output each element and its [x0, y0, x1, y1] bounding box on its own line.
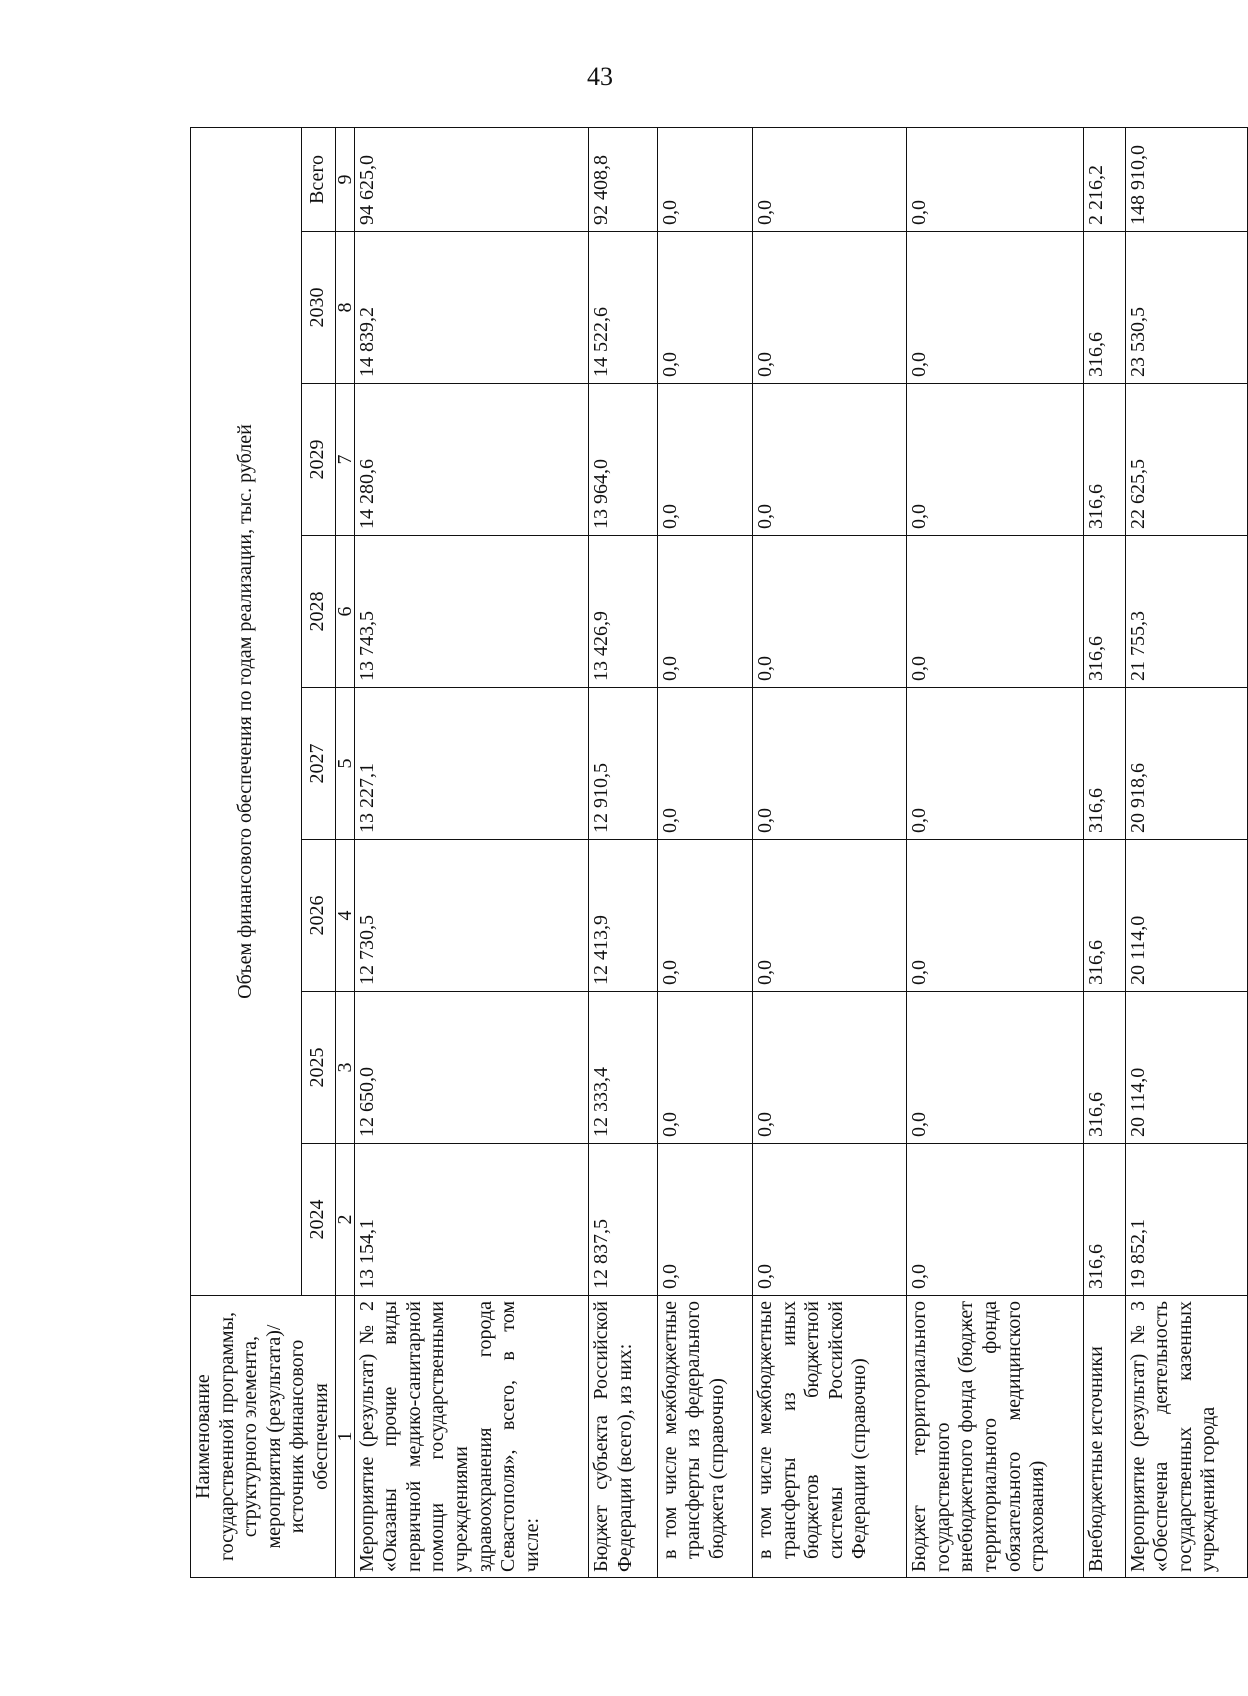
row-value: 12 413,9 — [589, 840, 658, 992]
row-name: в том числе межбюджетные трансферты из иных бюджетов бюджетной системы Российской Федерации (справочно) — [753, 1296, 907, 1578]
column-number-row — [335, 127, 354, 1577]
row-value: 0,0 — [907, 384, 1084, 536]
year-header: 2030 — [302, 232, 336, 384]
column-number: 4 — [335, 840, 354, 992]
row-value: 13 227,1 — [354, 688, 589, 840]
row-value: 0,0 — [907, 840, 1084, 992]
row-value: 0,0 — [753, 992, 907, 1144]
row-value: 316,6 — [1084, 384, 1126, 536]
row-total: 94 625,0 — [354, 127, 589, 231]
row-value: 0,0 — [753, 688, 907, 840]
row-value: 20 918,6 — [1125, 688, 1247, 840]
row-value: 0,0 — [657, 840, 752, 992]
row-value: 14 522,6 — [589, 232, 658, 384]
row-name: Бюджет территориального государственного внебюджетного фонда (бюджет территориального фонда обязательного медицинского страхования) — [907, 1296, 1084, 1578]
row-name: Внебюджетные источники — [1084, 1296, 1126, 1578]
row-value: 12 730,5 — [354, 840, 589, 992]
total-header: Всего — [302, 127, 336, 231]
volume-header: Объем финансового обеспечения по годам реализации, тыс. рублей — [191, 127, 302, 1295]
year-header: 2029 — [302, 384, 336, 536]
financing-table — [190, 127, 1248, 1578]
row-value: 0,0 — [657, 688, 752, 840]
table-row — [907, 127, 1084, 1577]
row-value: 22 625,5 — [1125, 384, 1247, 536]
year-header: 2025 — [302, 992, 336, 1144]
table-row — [753, 127, 907, 1577]
row-value: 12 910,5 — [589, 688, 658, 840]
row-value: 0,0 — [657, 1144, 752, 1296]
row-value: 12 333,4 — [589, 992, 658, 1144]
row-value: 0,0 — [907, 688, 1084, 840]
row-value: 316,6 — [1084, 232, 1126, 384]
row-value: 0,0 — [657, 384, 752, 536]
row-total: 0,0 — [907, 127, 1084, 231]
row-value: 0,0 — [657, 992, 752, 1144]
row-value: 12 837,5 — [589, 1144, 658, 1296]
name-column-header: Наименование государственной программы, структурного элемента, мероприятия (результата)/источник финансового обеспечения — [191, 1296, 336, 1578]
row-value: 0,0 — [907, 232, 1084, 384]
row-value: 0,0 — [657, 536, 752, 688]
column-number: 2 — [335, 1144, 354, 1296]
table-row — [1125, 127, 1247, 1577]
row-value: 20 114,0 — [1125, 992, 1247, 1144]
row-total: 0,0 — [657, 127, 752, 231]
table-row — [657, 127, 752, 1577]
row-total: 2 216,2 — [1084, 127, 1126, 231]
rotated-table-container — [190, 128, 1218, 1578]
row-value: 14 839,2 — [354, 232, 589, 384]
row-value: 0,0 — [753, 1144, 907, 1296]
row-total: 148 910,0 — [1125, 127, 1247, 231]
row-value: 0,0 — [907, 1144, 1084, 1296]
row-value: 12 650,0 — [354, 992, 589, 1144]
column-number: 5 — [335, 688, 354, 840]
row-name: Мероприятие (результат) № 3 «Обеспечена деятельность государственных казенных учреждений города — [1125, 1296, 1247, 1578]
row-name: Бюджет субъекта Российской Федерации (всего), из них: — [589, 1296, 658, 1578]
row-value: 13 426,9 — [589, 536, 658, 688]
row-value: 316,6 — [1084, 992, 1126, 1144]
table-row — [589, 127, 658, 1577]
row-value: 316,6 — [1084, 536, 1126, 688]
row-value: 13 743,5 — [354, 536, 589, 688]
table-row — [354, 127, 589, 1577]
row-value: 19 852,1 — [1125, 1144, 1247, 1296]
column-number: 1 — [335, 1296, 354, 1578]
row-value: 14 280,6 — [354, 384, 589, 536]
year-header: 2026 — [302, 840, 336, 992]
row-value: 0,0 — [753, 232, 907, 384]
page-number: 43 — [587, 62, 613, 91]
row-total: 92 408,8 — [589, 127, 658, 231]
row-value: 20 114,0 — [1125, 840, 1247, 992]
row-value: 316,6 — [1084, 688, 1126, 840]
row-value: 21 755,3 — [1125, 536, 1247, 688]
row-value: 0,0 — [753, 840, 907, 992]
row-value: 0,0 — [657, 232, 752, 384]
row-value: 0,0 — [907, 992, 1084, 1144]
column-number: 7 — [335, 384, 354, 536]
row-name: Мероприятие (результат) № 2 «Оказаны прочие виды первичной медико-санитарной помощи государственными учреждениями здравоохранения города Севастополя», всего, в том числе: — [354, 1296, 589, 1578]
row-value: 0,0 — [753, 384, 907, 536]
column-number: 3 — [335, 992, 354, 1144]
header-row-1 — [191, 127, 302, 1577]
year-header: 2027 — [302, 688, 336, 840]
column-number: 6 — [335, 536, 354, 688]
table-row — [1084, 127, 1126, 1577]
row-name: в том числе межбюджетные трансферты из федерального бюджета (справочно) — [657, 1296, 752, 1578]
row-value: 0,0 — [907, 536, 1084, 688]
year-header: 2024 — [302, 1144, 336, 1296]
row-value: 316,6 — [1084, 1144, 1126, 1296]
year-header: 2028 — [302, 536, 336, 688]
row-value: 13 964,0 — [589, 384, 658, 536]
row-value: 23 530,5 — [1125, 232, 1247, 384]
row-value: 316,6 — [1084, 840, 1126, 992]
column-number: 9 — [335, 127, 354, 231]
row-value: 13 154,1 — [354, 1144, 589, 1296]
column-number: 8 — [335, 232, 354, 384]
row-total: 0,0 — [753, 127, 907, 231]
row-value: 0,0 — [753, 536, 907, 688]
